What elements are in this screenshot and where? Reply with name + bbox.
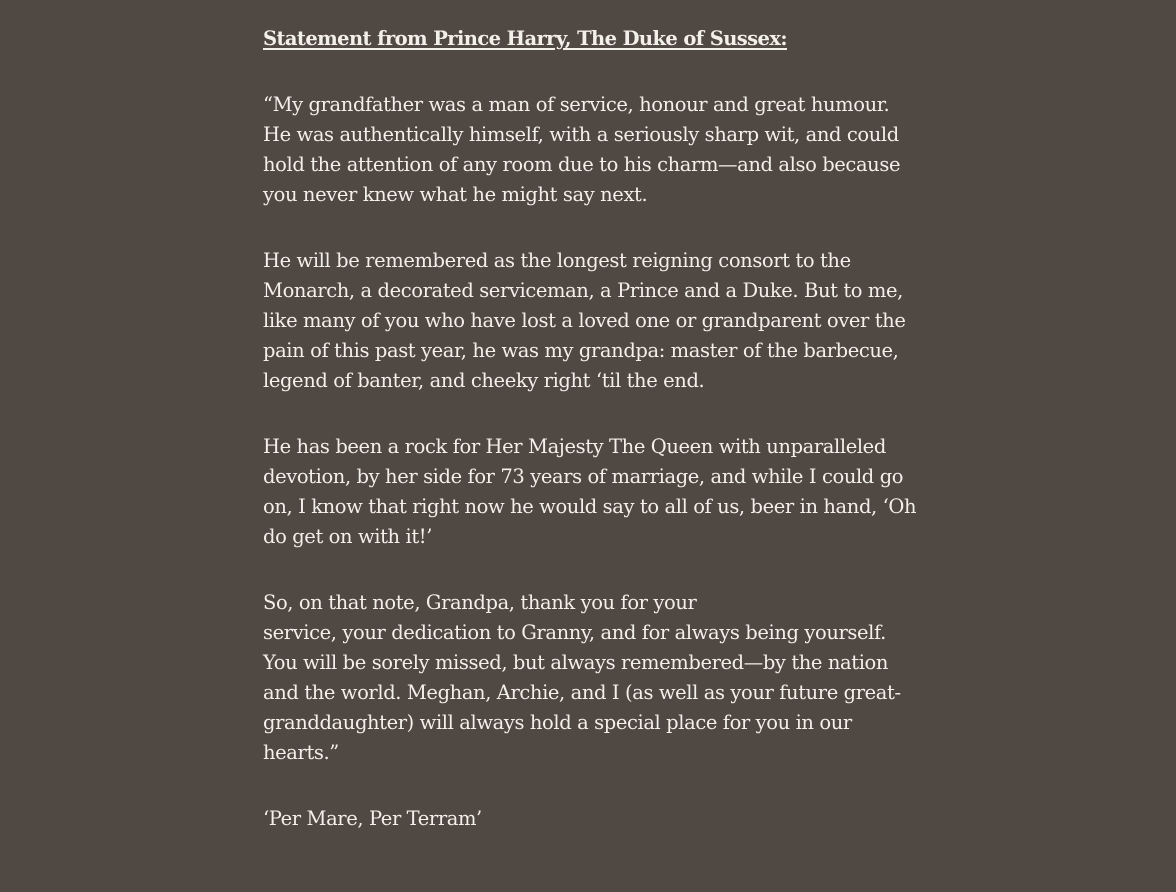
paragraph-line: “My grandfather was a man of service, honour and great humour. (263, 93, 890, 116)
paragraph-line: So, on that note, Grandpa, thank you for your (263, 591, 697, 614)
paragraph-line: on, I know that right now he would say to all of us, beer in hand, ‘Oh (263, 495, 917, 518)
paragraph-line: He has been a rock for Her Majesty The Queen with unparalleled (263, 435, 886, 458)
paragraph-line: granddaughter) will always hold a special place for you in our (263, 711, 852, 734)
paragraph-line: service, your dedication to Granny, and for always being yourself. (263, 621, 886, 644)
paragraph-line: He was authentically himself, with a seriously sharp wit, and could (263, 123, 899, 146)
paragraph-line: like many of you who have lost a loved one or grandparent over the (263, 309, 906, 332)
paragraph-2 (263, 246, 906, 396)
paragraph-line: He will be remembered as the longest reigning consort to the (263, 249, 851, 272)
paragraph-3 (263, 432, 917, 552)
paragraph-line: Monarch, a decorated serviceman, a Prince and a Duke. But to me, (263, 279, 903, 302)
paragraph-4 (263, 588, 903, 768)
paragraph-line: do get on with it!’ (263, 525, 433, 548)
paragraph-line: You will be sorely missed, but always remembered—by the nation (263, 651, 889, 674)
paragraph-line: legend of banter, and cheeky right ‘til the end. (263, 369, 705, 392)
paragraph-line: hearts.” (263, 741, 339, 764)
signoff-motto: ‘Per Mare, Per Terram’ (263, 807, 482, 830)
paragraph-line: pain of this past year, he was my grandpa: master of the barbecue, (263, 339, 899, 362)
statement-article (263, 24, 917, 834)
paragraph-line: devotion, by her side for 73 years of marriage, and while I could go (263, 465, 904, 488)
paragraph-1 (263, 90, 903, 210)
paragraph-line: you never knew what he might say next. (263, 183, 648, 206)
paragraph-line: hold the attention of any room due to his charm—and also because (263, 153, 901, 176)
paragraph-line: and the world. Meghan, Archie, and I (as well as your future great- (263, 681, 901, 704)
statement-heading: Statement from Prince Harry, The Duke of Sussex: (263, 27, 787, 50)
